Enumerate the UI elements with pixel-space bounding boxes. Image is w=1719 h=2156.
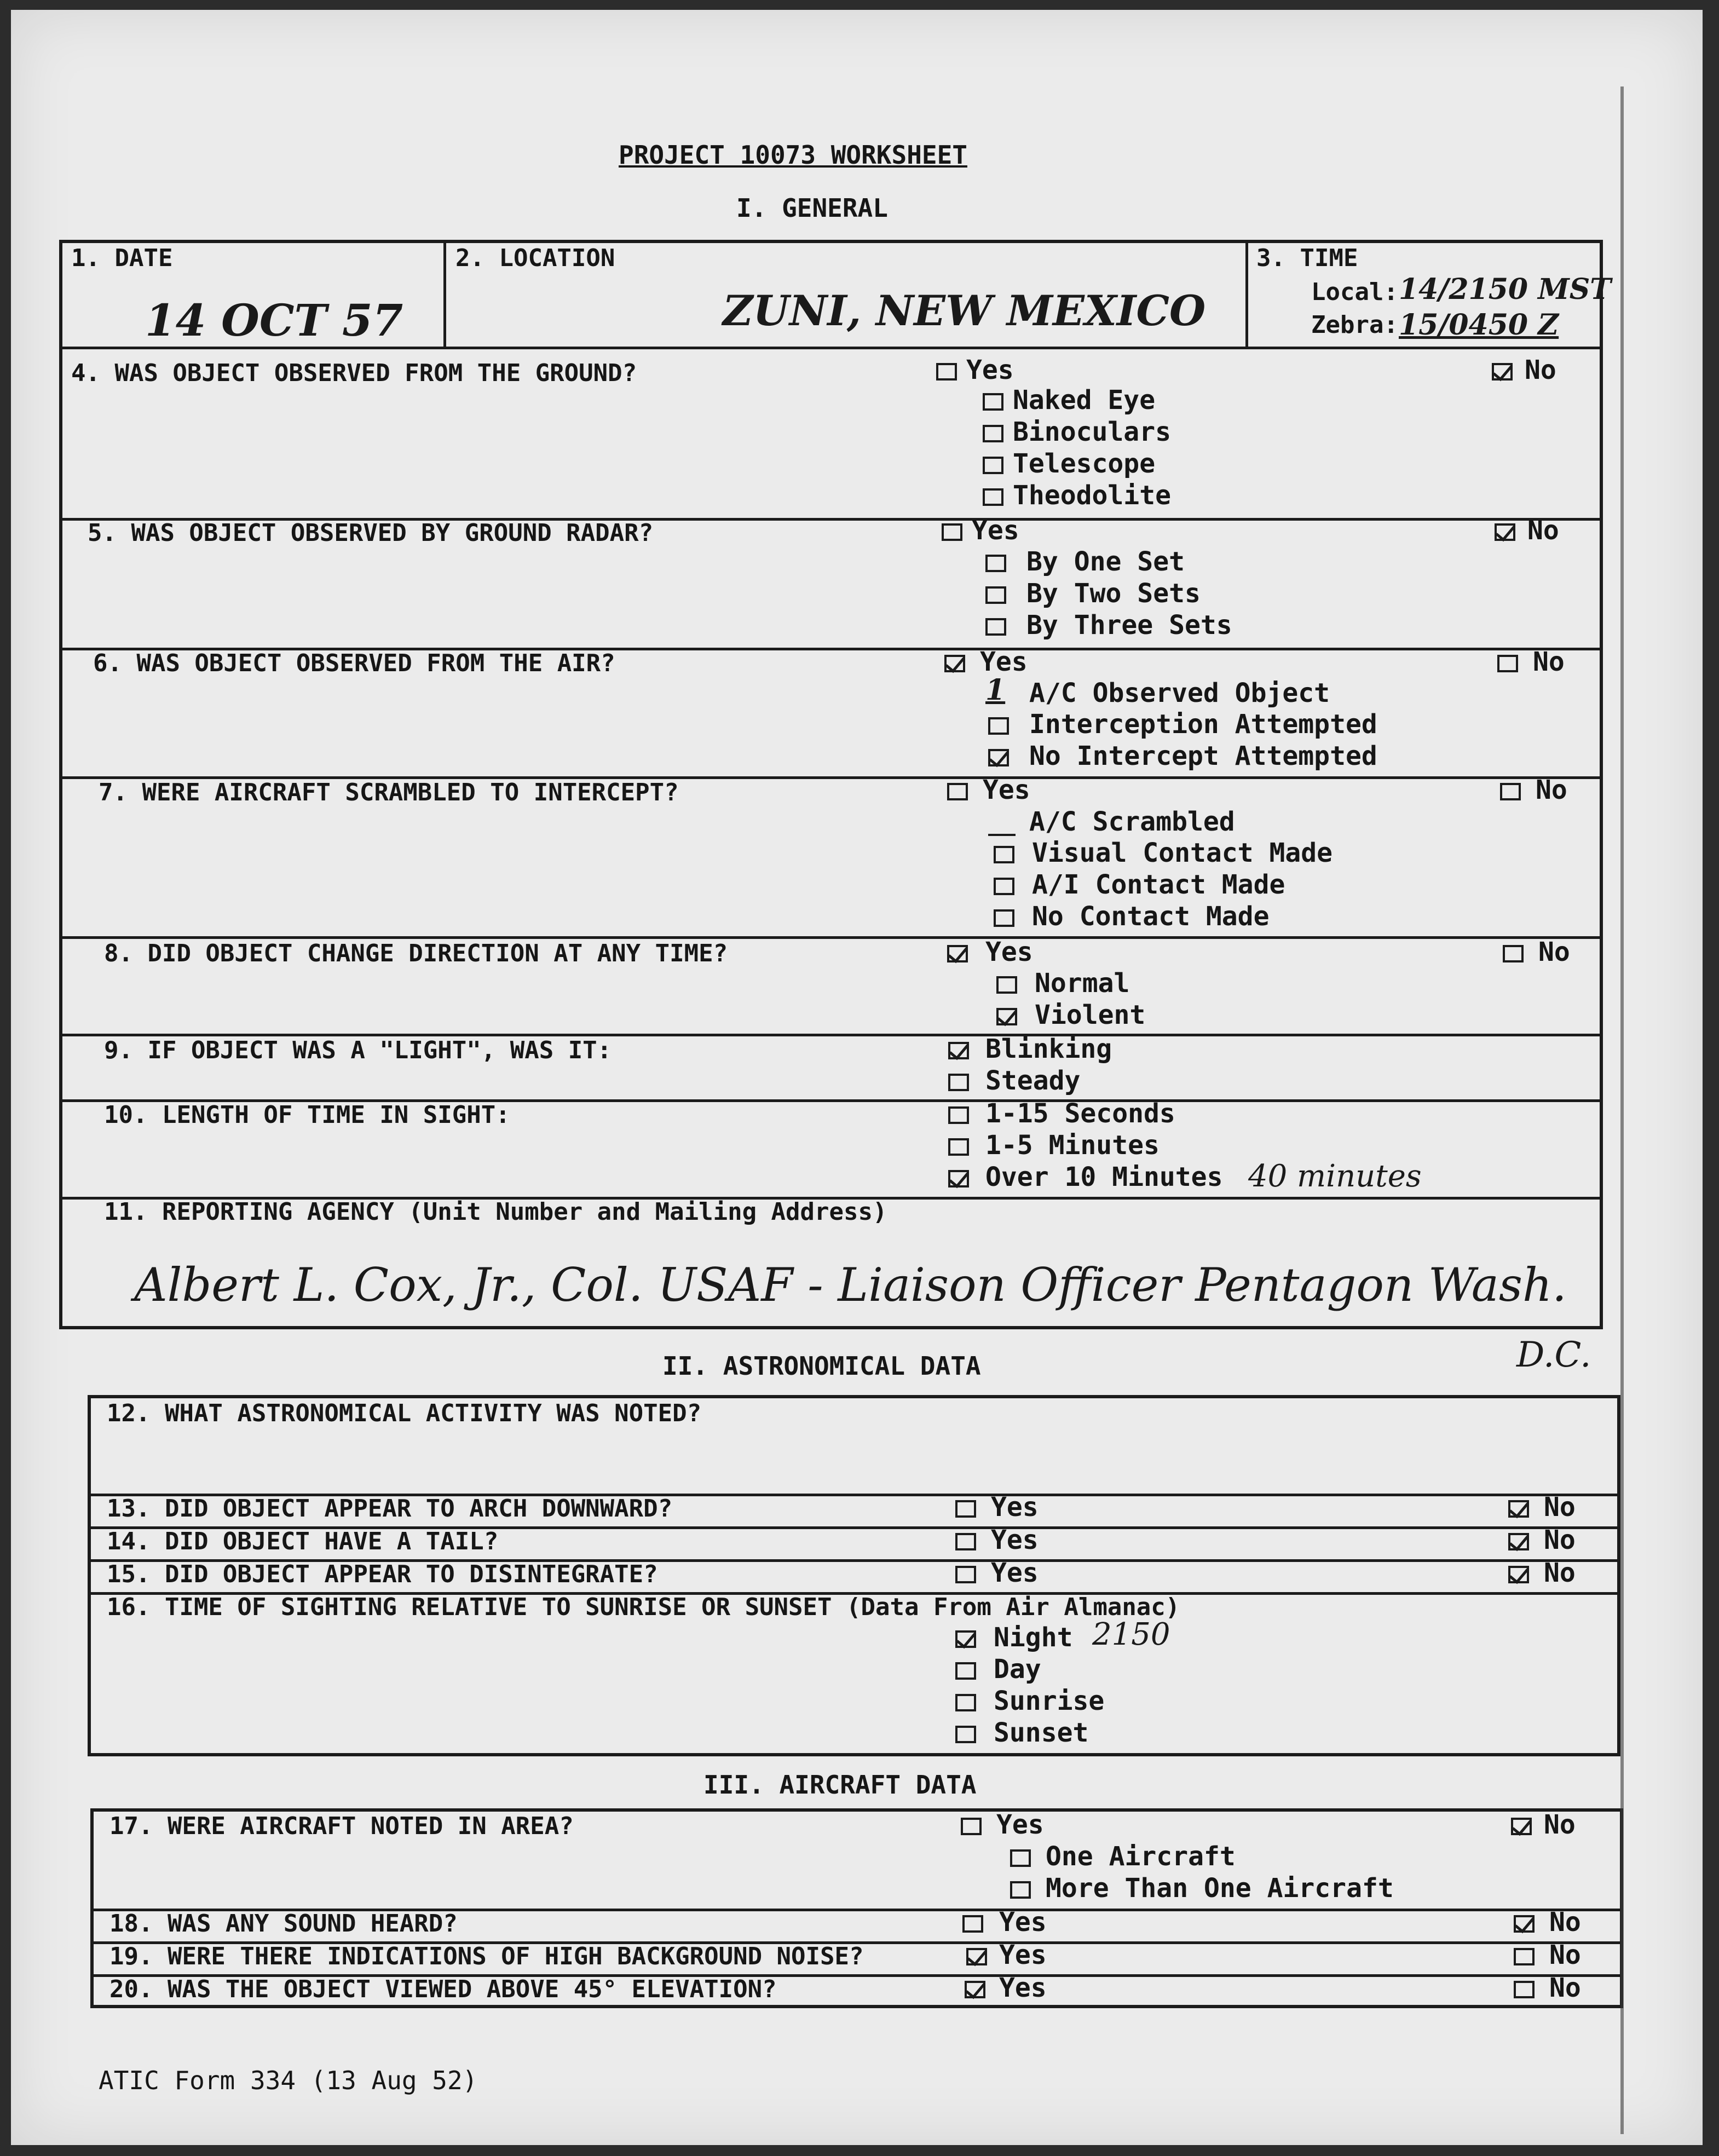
q4-telescope-label: Telescope [1013,448,1156,479]
q18-no-checkbox[interactable] [1514,1915,1535,1933]
q16-day-checkbox[interactable] [955,1662,976,1680]
q13-label: 13. DID OBJECT APPEAR TO ARCH DOWNWARD? [107,1495,673,1523]
q20-yes-label: Yes [999,1973,1047,2003]
q7-no-contact-label: No Contact Made [1032,901,1270,932]
q8-no-label: No [1538,937,1570,967]
q14-no-label: No [1544,1525,1576,1555]
q17-no-checkbox[interactable] [1511,1818,1532,1835]
q5-two-sets-checkbox[interactable] [985,586,1006,604]
q4-no-label: No [1525,355,1556,385]
zebra-time-value: 15/0450 Z [1399,308,1559,342]
q10-over-10-minutes-checkbox[interactable] [948,1170,969,1187]
q16-label: 16. TIME OF SIGHTING RELATIVE TO SUNRISE OR SUNSET (Data From Air Almanac) [107,1593,1180,1621]
q7-visual-contact-label: Visual Contact Made [1032,838,1333,868]
worksheet-title: PROJECT 10073 WORKSHEET [619,140,967,170]
q16-night-time-note: 2150 [1092,1617,1170,1652]
q10-1-5-minutes-checkbox[interactable] [948,1138,969,1156]
q12-label: 12. WHAT ASTRONOMICAL ACTIVITY WAS NOTED? [107,1399,702,1427]
q18-label: 18. WAS ANY SOUND HEARD? [109,1910,458,1938]
q17-one-aircraft-label: One Aircraft [1046,1841,1236,1872]
q6-label: 6. WAS OBJECT OBSERVED FROM THE AIR? [93,649,615,677]
q4-theodolite-checkbox[interactable] [983,488,1003,506]
q17-more-aircraft-checkbox[interactable] [1010,1881,1031,1899]
q4-binoculars-label: Binoculars [1013,417,1171,447]
q19-yes-label: Yes [999,1940,1047,1970]
q14-label: 14. DID OBJECT HAVE A TAIL? [107,1527,499,1555]
q16-sunrise-label: Sunrise [994,1686,1105,1716]
q7-ai-contact-checkbox[interactable] [994,878,1014,895]
q7-yes-label: Yes [983,775,1030,805]
q7-no-checkbox[interactable] [1500,783,1521,800]
q19-label: 19. WERE THERE INDICATIONS OF HIGH BACKGROUND NOISE? [109,1942,864,1970]
q6-interception-label: Interception Attempted [1029,709,1377,740]
q14-no-checkbox[interactable] [1508,1533,1529,1550]
q16-sunset-label: Sunset [994,1717,1089,1748]
q13-yes-label: Yes [991,1492,1039,1523]
q5-no-checkbox[interactable] [1495,523,1515,541]
q10-1-15-seconds-label: 1-15 Seconds [985,1098,1175,1129]
zebra-time-label: Zebra: [1311,311,1398,339]
q11-reporting-agency-value: Albert L. Cox, Jr., Col. USAF - Liaison Officer Pentagon Wash. [134,1258,1567,1312]
q15-yes-checkbox[interactable] [955,1566,976,1583]
location-label: 2. LOCATION [455,244,615,272]
q14-yes-checkbox[interactable] [955,1533,976,1550]
date-value: 14 OCT 57 [145,295,403,346]
q4-yes-label: Yes [966,355,1014,385]
q16-sunset-checkbox[interactable] [955,1726,976,1743]
q20-label: 20. WAS THE OBJECT VIEWED ABOVE 45° ELEVATION? [109,1975,777,2003]
q4-yes-checkbox[interactable] [936,363,957,381]
q5-three-sets-label: By Three Sets [1026,610,1232,641]
q7-no-label: No [1536,775,1567,805]
q5-three-sets-checkbox[interactable] [985,618,1006,636]
q7-ac-scrambled-label: A/C Scrambled [1029,806,1235,837]
q5-two-sets-label: By Two Sets [1026,578,1201,609]
q7-ai-contact-label: A/I Contact Made [1032,869,1285,900]
q6-ac-observed-label: A/C Observed Object [1029,678,1330,708]
q11-label: 11. REPORTING AGENCY (Unit Number and Mailing Address) [104,1198,887,1226]
q13-no-checkbox[interactable] [1508,1500,1529,1518]
q9-steady-checkbox[interactable] [948,1074,969,1091]
q20-no-checkbox[interactable] [1514,1981,1535,1998]
q13-no-label: No [1544,1492,1576,1523]
q11-reporting-agency-continuation: D.C. [1516,1335,1591,1375]
q8-label: 8. DID OBJECT CHANGE DIRECTION AT ANY TIME? [104,939,728,967]
q17-no-label: No [1544,1809,1576,1840]
q4-label: 4. WAS OBJECT OBSERVED FROM THE GROUND? [71,359,637,387]
local-time-label: Local: [1311,278,1398,306]
q4-telescope-checkbox[interactable] [983,457,1003,474]
q16-day-label: Day [994,1654,1041,1685]
q18-no-label: No [1549,1907,1581,1938]
q16-sunrise-checkbox[interactable] [955,1694,976,1711]
q9-label: 9. IF OBJECT WAS A "LIGHT", WAS IT: [104,1036,612,1064]
q4-naked-eye-label: Naked Eye [1013,385,1156,416]
q19-no-label: No [1549,1940,1581,1970]
q10-label: 10. LENGTH OF TIME IN SIGHT: [104,1101,510,1129]
q5-label: 5. WAS OBJECT OBSERVED BY GROUND RADAR? [88,519,654,547]
q6-yes-checkbox[interactable] [944,655,965,672]
q4-theodolite-label: Theodolite [1013,480,1171,511]
q8-normal-checkbox[interactable] [996,976,1017,994]
q7-visual-contact-checkbox[interactable] [994,846,1014,863]
q15-no-label: No [1544,1558,1576,1588]
q8-violent-label: Violent [1035,1000,1146,1030]
q20-no-label: No [1549,1973,1581,2003]
q18-yes-label: Yes [999,1907,1047,1938]
q6-yes-label: Yes [980,647,1028,677]
q8-violent-checkbox[interactable] [996,1008,1017,1025]
q5-one-set-checkbox[interactable] [985,555,1006,572]
q16-night-checkbox[interactable] [955,1630,976,1648]
q17-label: 17. WERE AIRCRAFT NOTED IN AREA? [109,1812,574,1840]
q10-over-10-minutes-label: Over 10 Minutes [985,1162,1223,1192]
time-label: 3. TIME [1256,244,1358,272]
q15-label: 15. DID OBJECT APPEAR TO DISINTEGRATE? [107,1560,658,1588]
q17-yes-checkbox[interactable] [961,1818,982,1835]
q6-no-checkbox[interactable] [1497,655,1518,672]
q5-one-set-label: By One Set [1026,546,1185,577]
q19-yes-checkbox[interactable] [966,1948,987,1965]
q16-night-label: Night [994,1622,1073,1653]
q5-no-label: No [1527,515,1559,546]
q10-1-5-minutes-label: 1-5 Minutes [985,1130,1160,1161]
q4-binoculars-checkbox[interactable] [983,425,1003,442]
q7-label: 7. WERE AIRCRAFT SCRAMBLED TO INTERCEPT? [99,779,679,806]
q17-yes-label: Yes [996,1809,1044,1840]
q9-blinking-checkbox[interactable] [948,1042,969,1059]
q9-blinking-label: Blinking [985,1034,1112,1064]
q20-yes-checkbox[interactable] [965,1981,985,1998]
q8-yes-checkbox[interactable] [947,945,968,962]
q10-duration-note: 40 minutes [1248,1158,1422,1194]
q15-no-checkbox[interactable] [1508,1566,1529,1583]
form-number: ATIC Form 334 (13 Aug 52) [99,2066,478,2095]
q9-steady-label: Steady [985,1065,1081,1096]
section-astronomical-heading: II. ASTRONOMICAL DATA [662,1351,981,1381]
section-general-heading: I. GENERAL [736,193,888,223]
q17-one-aircraft-checkbox[interactable] [1010,1849,1031,1867]
q6-aircraft-count: 1 [985,673,1006,707]
date-label: 1. DATE [71,244,173,272]
q8-no-checkbox[interactable] [1503,945,1524,962]
q6-interception-checkbox[interactable] [988,717,1009,735]
q8-normal-label: Normal [1035,968,1130,999]
q18-yes-checkbox[interactable] [962,1915,983,1933]
q17-more-aircraft-label: More Than One Aircraft [1046,1873,1394,1904]
q4-naked-eye-checkbox[interactable] [983,393,1003,411]
location-value: ZUNI, NEW MEXICO [723,286,1206,335]
q7-yes-checkbox[interactable] [947,783,968,800]
q6-no-intercept-label: No Intercept Attempted [1029,741,1377,771]
section-aircraft-heading: III. AIRCRAFT DATA [703,1770,977,1800]
worksheet-page [11,10,1703,2145]
q7-no-contact-checkbox[interactable] [994,909,1014,927]
q19-no-checkbox[interactable] [1514,1948,1535,1965]
q5-yes-label: Yes [972,515,1019,546]
q13-yes-checkbox[interactable] [955,1500,976,1518]
q4-no-checkbox[interactable] [1492,363,1513,381]
q15-yes-label: Yes [991,1558,1039,1588]
q5-yes-checkbox[interactable] [942,523,962,541]
q6-no-intercept-checkbox[interactable] [988,749,1009,766]
local-time-value: 14/2150 MST [1399,273,1611,306]
q8-yes-label: Yes [985,937,1033,967]
q10-1-15-seconds-checkbox[interactable] [948,1106,969,1124]
page-edge-shadow [1620,87,1624,2134]
q6-no-label: No [1533,647,1565,677]
q14-yes-label: Yes [991,1525,1039,1555]
